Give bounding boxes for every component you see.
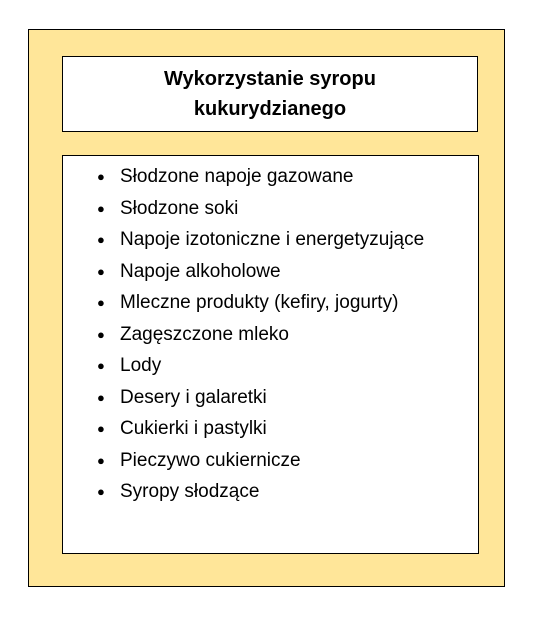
bullet-icon: ● xyxy=(97,452,105,468)
bullet-icon: ● xyxy=(97,484,105,499)
bullet-icon: ● xyxy=(97,295,105,310)
bullet-icon: ● xyxy=(97,389,105,405)
list-item xyxy=(63,193,478,225)
list-item-label: Słodzone soki xyxy=(120,197,239,219)
list-box xyxy=(62,155,479,554)
list-item xyxy=(63,319,478,351)
list-item xyxy=(63,161,478,193)
list-item-label: Mleczne produkty (kefiry, jogurty) xyxy=(120,292,399,313)
title-box xyxy=(62,56,478,132)
list-item xyxy=(63,287,478,319)
list-item-label: Cukierki i pastylki xyxy=(120,418,267,439)
usage-list xyxy=(63,161,478,508)
list-item-label: Lody xyxy=(120,355,162,376)
list-item xyxy=(63,350,478,382)
list-item-label: Słodzone napoje gazowane xyxy=(120,166,354,187)
list-item-label: Syropy słodzące xyxy=(120,481,260,502)
bullet-icon: ● xyxy=(97,169,105,184)
bullet-icon: ● xyxy=(97,421,105,436)
list-item xyxy=(63,413,478,445)
list-item xyxy=(63,224,478,256)
list-item-label: Napoje alkoholowe xyxy=(120,260,281,282)
list-item xyxy=(63,256,478,288)
list-item-label: Desery i galaretki xyxy=(120,386,267,408)
list-item-label: Zagęszczone mleko xyxy=(120,323,289,345)
list-item xyxy=(63,445,478,477)
page-title: Wykorzystanie syropu kukurydzianego xyxy=(164,68,376,120)
bullet-icon: ● xyxy=(97,232,105,247)
outer-frame xyxy=(28,29,505,587)
list-item xyxy=(63,382,478,414)
bullet-icon: ● xyxy=(97,263,105,279)
bullet-icon: ● xyxy=(97,326,105,342)
list-item-label: Napoje izotoniczne i energetyzujące xyxy=(120,229,425,250)
bullet-icon: ● xyxy=(97,200,105,216)
bullet-icon: ● xyxy=(97,358,105,373)
list-item-label: Pieczywo cukiernicze xyxy=(120,449,301,471)
list-item xyxy=(63,476,478,508)
